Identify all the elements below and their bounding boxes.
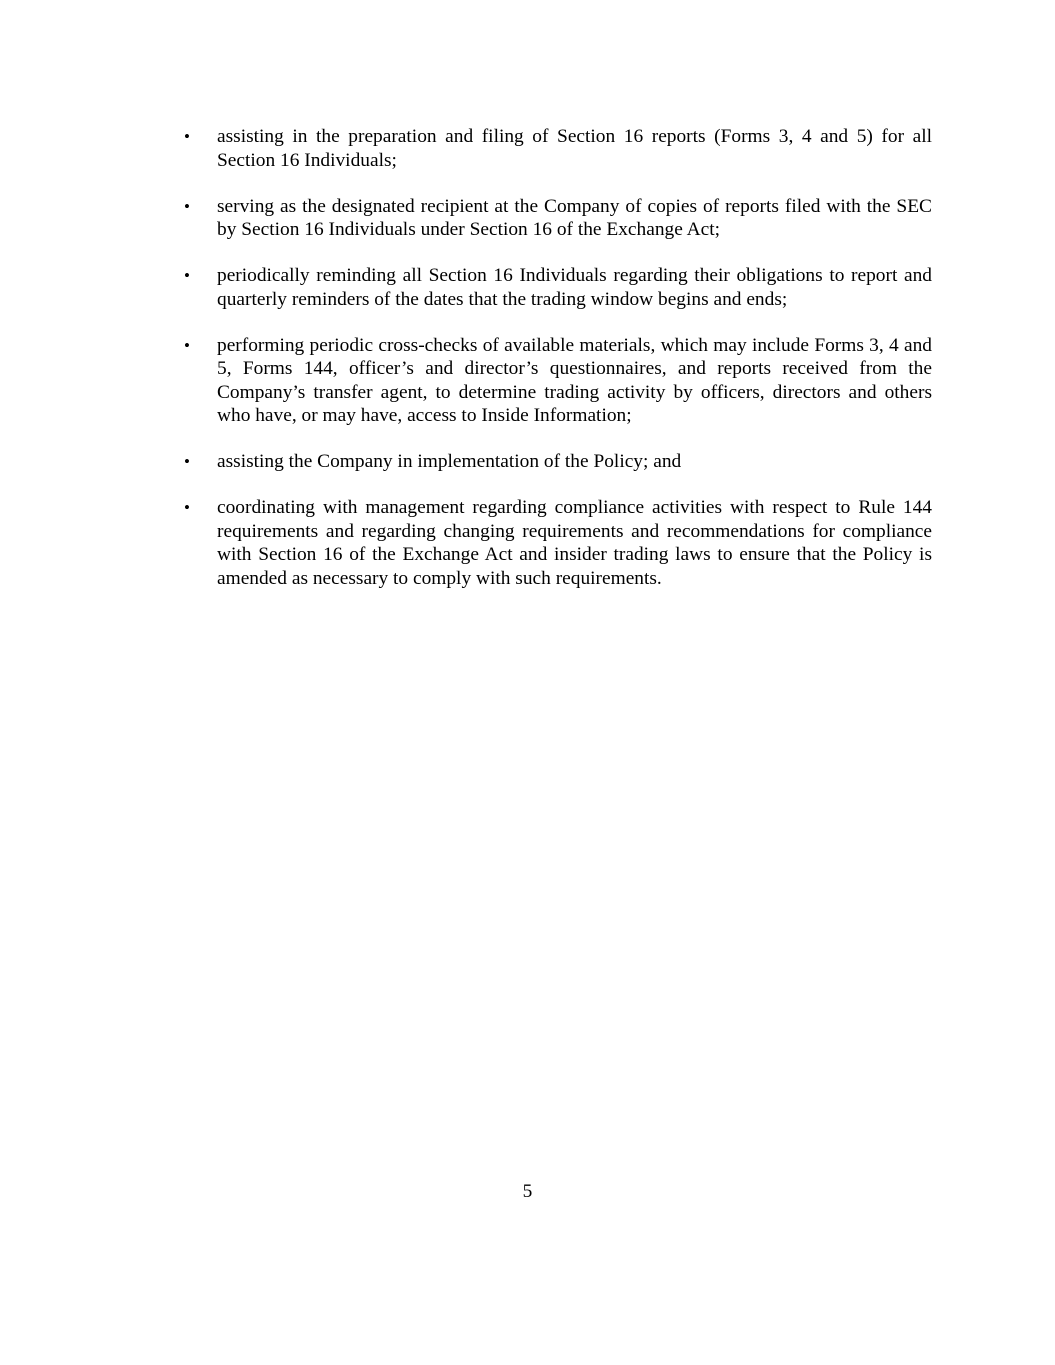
page-number: 5 bbox=[522, 1181, 533, 1202]
responsibilities-bullet-list bbox=[184, 125, 932, 590]
bullet-item-periodic-reminders bbox=[184, 264, 932, 311]
bullet-icon: • bbox=[184, 266, 190, 285]
bullet-item-coordinating-management bbox=[184, 496, 932, 590]
bullet-icon: • bbox=[184, 127, 190, 146]
bullet-text: assisting the Company in implementation of the Policy; and bbox=[217, 451, 682, 472]
bullet-text: periodically reminding all Section 16 Individuals regarding their obligations to report and quarterly reminders of the dates that the trading window begins and ends; bbox=[217, 265, 932, 310]
bullet-icon: • bbox=[184, 196, 190, 216]
bullet-item-section16-reports bbox=[184, 125, 932, 172]
bullet-item-designated-recipient bbox=[184, 195, 932, 242]
bullet-text: serving as the designated recipient at the Company of copies of reports filed with the SEC by Section 16 Individuals under Section 16 of the Exchange Act; bbox=[217, 195, 932, 240]
bullet-item-policy-implementation bbox=[184, 450, 932, 474]
bullet-text: coordinating with management regarding compliance activities with respect to Rule 144 requirements and regarding changing requirements and recommendations for compliance with Section 16 of the Exchange Act and insider trading laws to ensure that the Policy is amended as necessary to comply with such requirements. bbox=[217, 497, 932, 589]
bullet-icon: • bbox=[184, 335, 190, 355]
bullet-icon: • bbox=[184, 498, 190, 517]
bullet-icon: • bbox=[184, 452, 190, 471]
bullet-text: performing periodic cross-checks of available materials, which may include Forms 3, 4 and 5, Forms 144, officer’s and director’s questionnaires, and reports received from the Company’s transfer agent, to determine trading activity by officers, directors and others who have, or may have, access to Inside Information; bbox=[217, 334, 932, 426]
bullet-item-cross-checks bbox=[184, 334, 932, 428]
bullet-text: assisting in the preparation and filing of Section 16 reports (Forms 3, 4 and 5) for all Section 16 Individuals; bbox=[217, 126, 932, 171]
